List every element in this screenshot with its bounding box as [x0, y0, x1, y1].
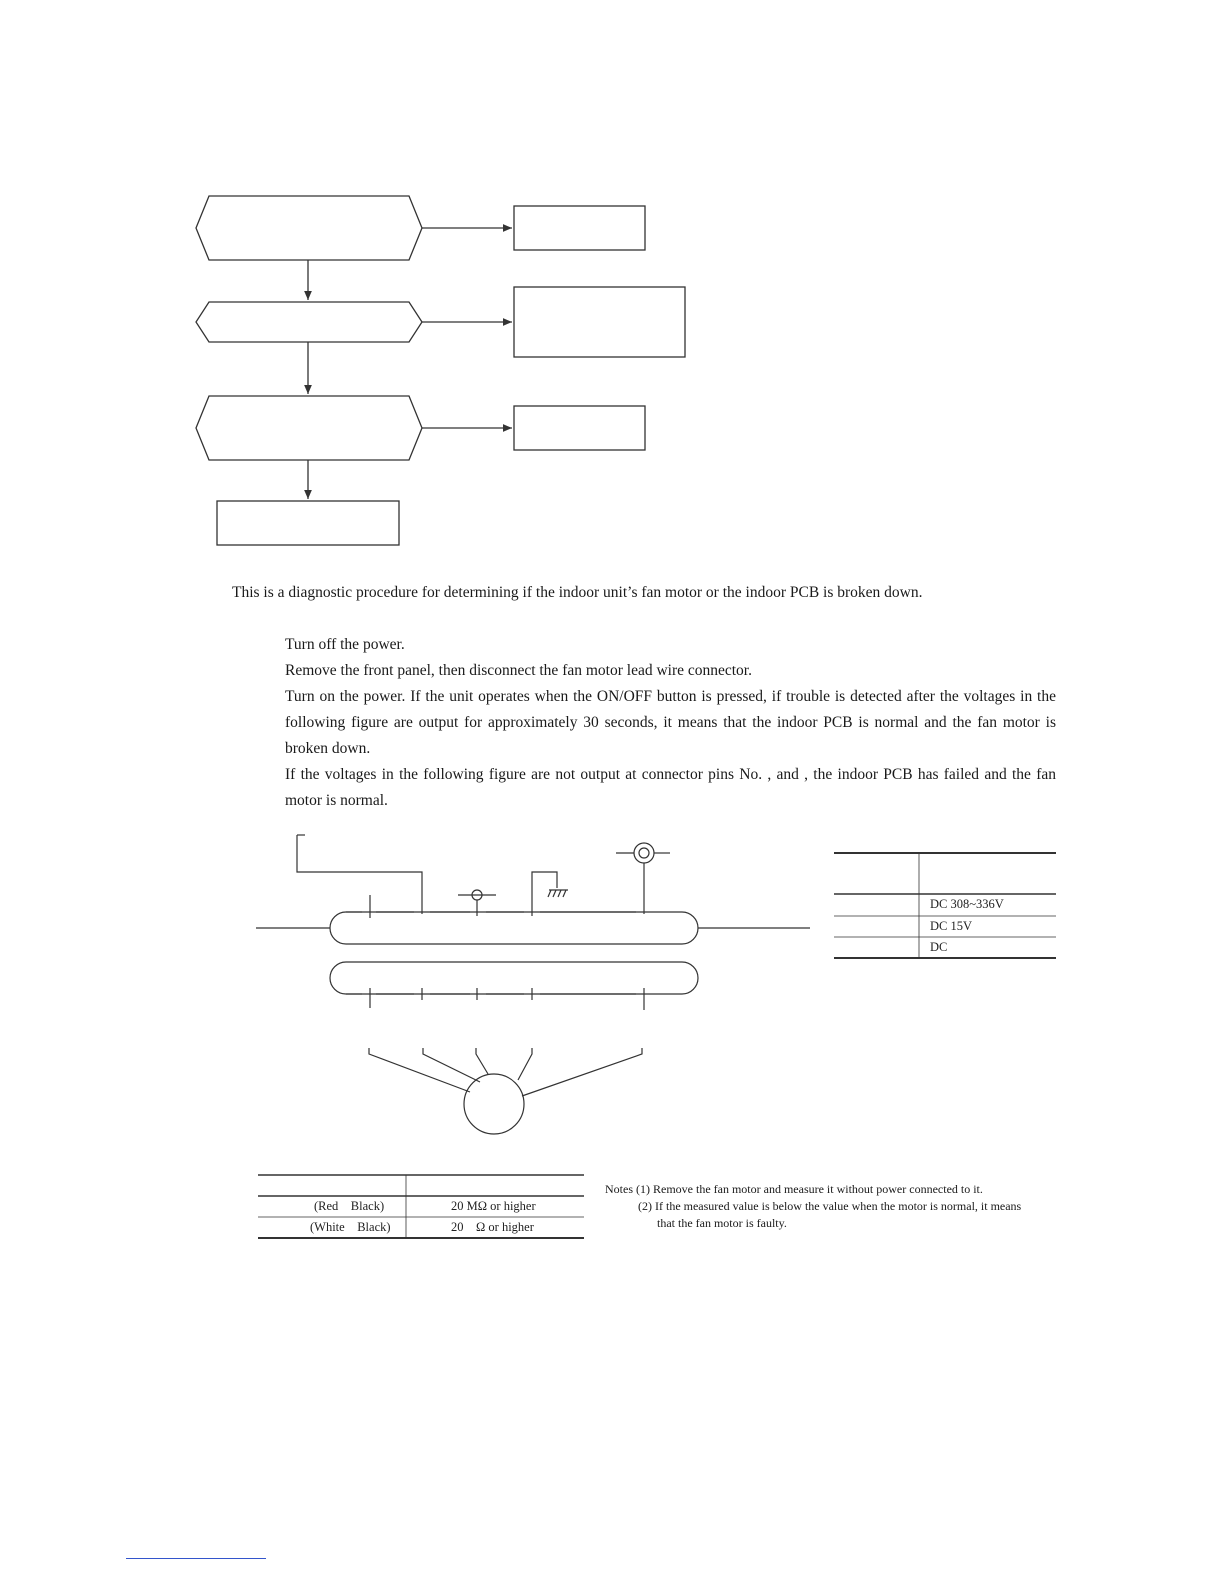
intro-text: This is a diagnostic procedure for determining if the indoor unit’s fan motor or the indoor PCB is broken down.: [232, 584, 923, 601]
step-1: Turn off the power.: [285, 636, 405, 653]
resistance-value: 20 MΩ or higher: [451, 1199, 536, 1213]
result-box-1: [514, 206, 645, 250]
resistance-row: [258, 1217, 584, 1238]
resistance-row: [258, 1196, 584, 1217]
voltage-row: [834, 937, 1056, 958]
footer-rule: [126, 1558, 266, 1559]
decision-box-1: [196, 196, 422, 260]
voltage-value: DC: [930, 940, 948, 954]
decision-box-3: [196, 396, 422, 460]
motor-connector: [330, 962, 698, 994]
resistance-table: [258, 1196, 584, 1238]
resistance-value: 20 Ω or higher: [451, 1220, 534, 1234]
decision-box-2: [196, 302, 422, 342]
diagnosis-flowchart: [0, 0, 1224, 570]
pcb-connector: [330, 912, 698, 944]
fan-motor-symbol: [464, 1074, 524, 1134]
step-2: Remove the front panel, then disconnect the fan motor lead wire connector.: [285, 662, 752, 679]
step-4: If the voltages in the following figure are not output at connector pins No. , and , the indoor PCB has failed and the fan motor is normal.: [285, 766, 1056, 809]
step-3: Turn on the power. If the unit operates when the ON/OFF button is pressed, if trouble is detected after the voltages in the following figure are output for approximately 30 seconds, it means that the indoor PCB is normal and the fan motor is broken down.: [285, 688, 1056, 757]
connector-wiring-diagram: [0, 820, 830, 1150]
voltage-value: DC 308~336V: [930, 897, 1004, 911]
result-box-2: [514, 287, 685, 357]
voltage-table: [834, 894, 1056, 958]
notes-line-3: that the fan motor is faulty.: [657, 1216, 787, 1230]
end-box: [217, 501, 399, 545]
voltage-row: [834, 894, 1056, 916]
notes-line-1: Notes (1) Remove the fan motor and measure it without power connected to it.: [605, 1182, 983, 1196]
voltage-value: DC 15V: [930, 919, 973, 933]
resistance-measure: (White Black): [310, 1220, 391, 1234]
result-box-3: [514, 406, 645, 450]
notes-line-2: (2) If the measured value is below the value when the motor is normal, it means: [638, 1199, 1022, 1213]
resistance-measure: (Red Black): [314, 1199, 385, 1213]
voltage-row: [834, 916, 1056, 937]
